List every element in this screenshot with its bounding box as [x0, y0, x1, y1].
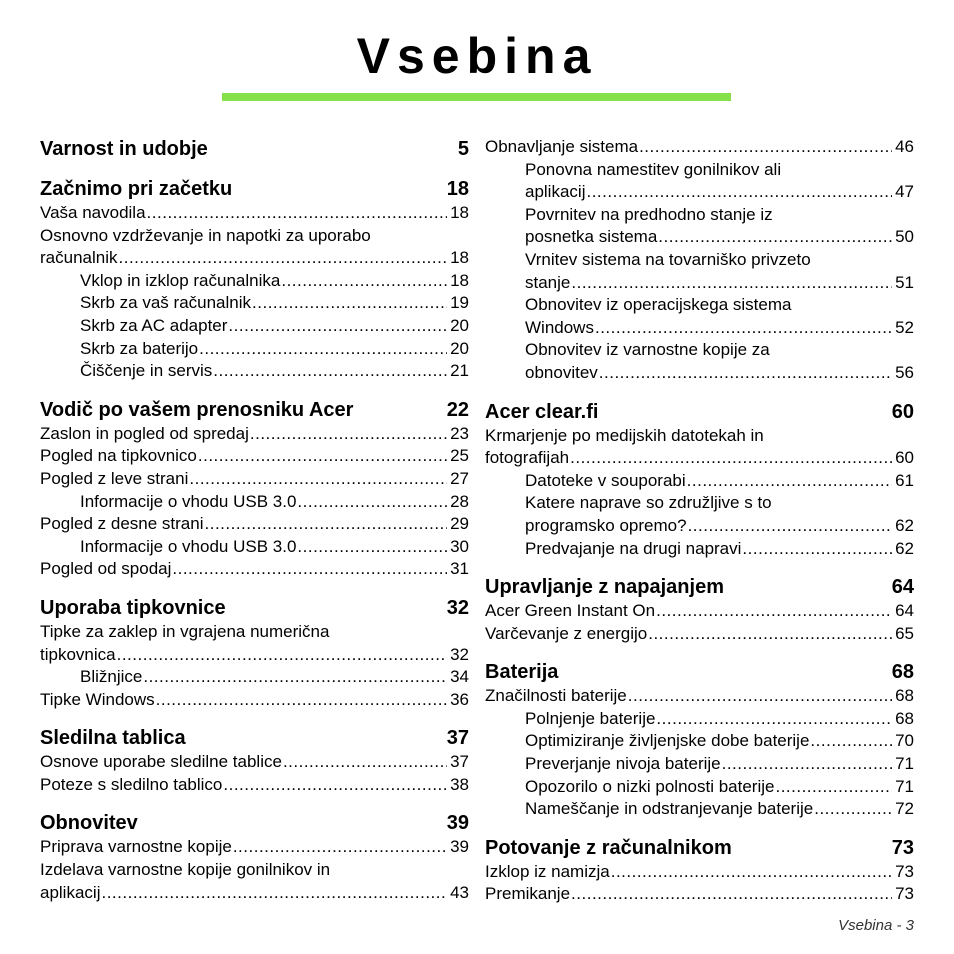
section-gap — [40, 383, 469, 397]
toc-entry[interactable] — [485, 600, 914, 623]
entry-text-line: Katere naprave so združljive s to — [525, 493, 772, 513]
toc-subentry[interactable] — [485, 798, 914, 821]
footer-label: Vsebina - — [838, 917, 902, 934]
entry-text-line: Izklop iz namizja — [485, 861, 610, 881]
footer-page-number: 3 — [905, 917, 914, 934]
entry-text-line: Acer Green Instant On — [485, 601, 656, 621]
entry-page-number: 31 — [450, 559, 469, 579]
section-gap — [485, 385, 914, 399]
toc-subentry[interactable] — [485, 159, 914, 204]
entry-text-line: Opozorilo o nizki polnosti baterije — [525, 776, 775, 796]
section-title: Varnost in udobje — [40, 138, 208, 160]
dot-leader — [198, 445, 447, 468]
entry-page-number: 32 — [450, 644, 469, 664]
toc-section-heading[interactable] — [485, 659, 914, 685]
toc-section-heading[interactable] — [40, 176, 469, 202]
dot-leader — [189, 468, 447, 491]
entry-text-line: Zaslon in pogled od spredaj — [40, 423, 249, 443]
dot-leader — [252, 292, 447, 315]
entry-text-line: Vaša navodila — [40, 203, 146, 222]
dot-leader — [648, 623, 892, 646]
entry-page-number: 52 — [895, 317, 914, 337]
entry-text-line: Windows — [525, 317, 594, 337]
toc-entry[interactable] — [40, 225, 469, 270]
entry-text-line: Obnavljanje sistema — [485, 137, 639, 156]
dot-leader — [223, 774, 447, 797]
toc-entry[interactable] — [40, 836, 469, 859]
dot-leader — [172, 558, 447, 581]
entry-text-line: posnetka sistema — [525, 227, 658, 247]
dot-leader — [722, 753, 892, 776]
toc-right-column — [485, 136, 914, 906]
entry-page-number: 68 — [895, 686, 914, 706]
toc-subentry[interactable] — [40, 491, 469, 514]
toc-subentry[interactable] — [485, 776, 914, 799]
entry-text-line: Pogled od spodaj — [40, 559, 172, 579]
dot-leader — [656, 708, 892, 731]
section-gap — [40, 711, 469, 725]
toc-section-heading[interactable] — [485, 835, 914, 861]
toc-entry[interactable] — [40, 513, 469, 536]
section-page-number: 64 — [891, 576, 914, 599]
entry-page-number: 19 — [450, 293, 469, 313]
toc-subentry[interactable] — [485, 492, 914, 537]
dot-leader — [213, 360, 447, 383]
toc-subentry[interactable] — [40, 360, 469, 383]
dot-leader — [639, 136, 892, 159]
entry-page-number: 27 — [450, 468, 469, 488]
section-gap — [485, 645, 914, 659]
toc-entry[interactable] — [40, 751, 469, 774]
entry-text-line: Izdelava varnostne kopije gonilnikov in — [40, 860, 331, 880]
toc-entry[interactable] — [40, 621, 469, 666]
entry-page-number: 37 — [450, 752, 469, 772]
toc-subentry[interactable] — [40, 338, 469, 361]
dot-leader — [156, 689, 447, 712]
toc-entry[interactable] — [40, 689, 469, 712]
dot-leader — [611, 861, 892, 884]
dot-leader — [656, 600, 892, 623]
toc-subentry[interactable] — [485, 708, 914, 731]
dot-leader — [101, 882, 447, 905]
dot-leader — [571, 883, 892, 906]
dot-leader — [570, 447, 892, 470]
section-title: Baterija — [485, 661, 559, 684]
entry-text-line: Nameščanje in odstranjevanje baterije — [525, 799, 814, 819]
toc-subentry[interactable] — [485, 538, 914, 561]
entry-text-line: Informacije o vhodu USB 3.0 — [80, 491, 297, 511]
section-gap — [40, 162, 469, 176]
toc-section-heading[interactable] — [40, 595, 469, 621]
entry-page-number: 73 — [895, 861, 914, 881]
section-page-number: 73 — [891, 836, 914, 859]
entry-text-line: Obnovitev iz operacijskega sistema — [525, 295, 792, 315]
dot-leader — [595, 317, 892, 340]
entry-page-number: 73 — [895, 884, 914, 904]
entry-page-number: 18 — [450, 270, 469, 290]
dot-leader — [599, 362, 892, 385]
dot-leader — [117, 644, 447, 667]
toc-section-heading[interactable] — [485, 574, 914, 600]
entry-page-number: 34 — [450, 667, 469, 687]
entry-text-line: Vrnitev sistema na tovarniško privzeto — [525, 249, 811, 269]
entry-text-line: Skrb za baterijo — [80, 338, 199, 358]
entry-page-number: 39 — [450, 837, 469, 857]
entry-page-number: 50 — [895, 227, 914, 247]
entry-page-number: 38 — [450, 774, 469, 794]
entry-page-number: 20 — [450, 338, 469, 358]
entry-text-line: Obnovitev iz varnostne kopije za — [525, 340, 770, 360]
section-page-number: 32 — [446, 596, 469, 619]
entry-page-number: 18 — [450, 248, 469, 268]
toc-subentry[interactable] — [40, 666, 469, 689]
toc-subentry[interactable] — [40, 292, 469, 315]
entry-text-line: programsko opremo? — [525, 515, 687, 535]
dot-leader — [147, 202, 448, 225]
entry-text-line: aplikacij — [40, 882, 101, 902]
dot-leader — [814, 798, 892, 821]
toc-entry[interactable] — [40, 423, 469, 446]
dot-leader — [297, 536, 447, 559]
entry-page-number: 28 — [450, 491, 469, 511]
toc-subentry[interactable] — [485, 339, 914, 384]
page-title: Vsebina — [356, 28, 598, 84]
section-gap — [40, 581, 469, 595]
entry-page-number: 30 — [450, 536, 469, 556]
entry-text-line: Krmarjenje po medijskih datotekah in — [485, 425, 764, 445]
toc-entry[interactable] — [40, 202, 469, 225]
toc-section-heading[interactable] — [40, 397, 469, 423]
entry-text-line: Čiščenje in servis — [80, 361, 213, 381]
toc-entry[interactable] — [485, 623, 914, 646]
toc-subentry[interactable] — [40, 536, 469, 559]
entry-text-line: Informacije o vhodu USB 3.0 — [80, 536, 297, 556]
dot-leader — [297, 491, 447, 514]
entry-text-line: Skrb za vaš računalnik — [80, 293, 252, 313]
dot-leader — [810, 730, 892, 753]
entry-text-line: Bližnjice — [80, 667, 143, 687]
section-page-number: 5 — [457, 138, 469, 160]
section-title: Vodič po vašem prenosniku Acer — [40, 398, 354, 421]
entry-text-line: obnovitev — [525, 362, 598, 382]
section-gap — [485, 560, 914, 574]
section-title: Uporaba tipkovnice — [40, 596, 226, 619]
entry-page-number: 71 — [895, 754, 914, 774]
section-title: Acer clear.fi — [485, 400, 599, 423]
entry-text-line: Osnove uporabe sledilne tablice — [40, 752, 282, 772]
toc-subentry[interactable] — [40, 270, 469, 293]
entry-text-line: Datoteke v souporabi — [525, 470, 686, 490]
dot-leader — [586, 181, 892, 204]
section-title: Obnovitev — [40, 812, 138, 835]
entry-page-number: 20 — [450, 315, 469, 335]
entry-page-number: 46 — [895, 137, 914, 156]
entry-text-line: Skrb za AC adapter — [80, 315, 228, 335]
entry-text-line: Pogled z desne strani — [40, 514, 204, 534]
entry-page-number: 60 — [895, 448, 914, 468]
dot-leader — [628, 685, 892, 708]
entry-text-line: Optimiziranje življenjske dobe baterije — [525, 731, 810, 751]
entry-page-number: 64 — [895, 601, 914, 621]
entry-page-number: 72 — [895, 799, 914, 819]
dot-leader — [228, 315, 447, 338]
toc-left-column — [40, 136, 469, 904]
section-gap — [40, 796, 469, 810]
toc-subentry[interactable] — [485, 753, 914, 776]
entry-text-line: Pogled z leve strani — [40, 468, 189, 488]
entry-text-line: aplikacij — [525, 182, 586, 202]
section-gap — [485, 821, 914, 835]
entry-page-number: 70 — [895, 731, 914, 751]
toc-entry[interactable] — [40, 859, 469, 904]
entry-page-number: 43 — [450, 882, 469, 902]
toc-entry[interactable] — [485, 136, 914, 159]
toc-entry[interactable] — [40, 774, 469, 797]
toc-entry[interactable] — [40, 468, 469, 491]
dot-leader — [742, 538, 892, 561]
dot-leader — [119, 247, 448, 270]
entry-text-line: Priprava varnostne kopije — [40, 837, 232, 857]
toc-subentry[interactable] — [485, 470, 914, 493]
entry-page-number: 23 — [450, 423, 469, 443]
dot-leader — [205, 513, 448, 536]
toc-section-heading[interactable] — [485, 399, 914, 425]
entry-page-number: 51 — [895, 272, 914, 292]
toc-entry[interactable] — [485, 861, 914, 884]
entry-text-line: stanje — [525, 272, 571, 292]
entry-page-number: 21 — [450, 361, 469, 381]
entry-text-line: Vklop in izklop računalnika — [80, 270, 281, 290]
title-underline — [222, 93, 731, 101]
dot-leader — [250, 423, 447, 446]
entry-text-line: Tipke Windows — [40, 689, 155, 709]
page-footer — [838, 917, 914, 934]
entry-page-number: 62 — [895, 538, 914, 558]
toc-subentry[interactable] — [485, 204, 914, 249]
entry-text-line: Značilnosti baterije — [485, 686, 627, 706]
toc-entry[interactable] — [485, 883, 914, 906]
entry-text-line: Tipke za zaklep in vgrajena numerična — [40, 621, 330, 641]
entry-page-number: 71 — [895, 776, 914, 796]
entry-page-number: 47 — [895, 182, 914, 202]
toc-subentry[interactable] — [40, 315, 469, 338]
dot-leader — [687, 470, 892, 493]
dot-leader — [658, 226, 892, 249]
toc-section-heading[interactable] — [40, 725, 469, 751]
section-title: Začnimo pri začetku — [40, 178, 233, 200]
dot-leader — [199, 338, 447, 361]
dot-leader — [571, 272, 892, 295]
section-page-number: 22 — [446, 398, 469, 421]
entry-page-number: 29 — [450, 514, 469, 534]
dot-leader — [688, 515, 893, 538]
entry-text-line: Ponovna namestitev gonilnikov ali — [525, 159, 782, 179]
toc-subentry[interactable] — [485, 249, 914, 294]
entry-page-number: 65 — [895, 623, 914, 643]
entry-text-line: tipkovnica — [40, 644, 116, 664]
entry-text-line: Poteze s sledilno tablico — [40, 774, 223, 794]
entry-text-line: Varčevanje z energijo — [485, 623, 648, 643]
entry-text-line: Predvajanje na drugi napravi — [525, 538, 742, 558]
entry-page-number: 36 — [450, 689, 469, 709]
entry-page-number: 68 — [895, 708, 914, 728]
dot-leader — [233, 836, 447, 859]
entry-page-number: 18 — [450, 203, 469, 222]
entry-text-line: Polnjenje baterije — [525, 708, 656, 728]
entry-text-line: Preverjanje nivoja baterije — [525, 754, 721, 774]
dot-leader — [775, 776, 892, 799]
section-title: Sledilna tablica — [40, 727, 186, 750]
entry-page-number: 56 — [895, 362, 914, 382]
toc-section-heading[interactable] — [40, 810, 469, 836]
entry-text-line: Povrnitev na predhodno stanje iz — [525, 204, 773, 224]
toc-entry[interactable] — [40, 445, 469, 468]
toc-entry[interactable] — [485, 425, 914, 470]
toc-subentry[interactable] — [485, 294, 914, 339]
toc-entry[interactable] — [485, 685, 914, 708]
toc-section-heading[interactable] — [40, 136, 469, 162]
section-page-number: 60 — [891, 400, 914, 423]
entry-page-number: 25 — [450, 446, 469, 466]
section-page-number: 68 — [891, 661, 914, 684]
dot-leader — [283, 751, 447, 774]
entry-text-line: računalnik — [40, 248, 118, 268]
section-page-number: 39 — [446, 812, 469, 835]
toc-entry[interactable] — [40, 558, 469, 581]
section-page-number: 37 — [446, 727, 469, 750]
section-title: Upravljanje z napajanjem — [485, 576, 724, 599]
entry-page-number: 62 — [895, 515, 914, 535]
dot-leader — [281, 270, 447, 293]
entry-text-line: fotografijah — [485, 448, 570, 468]
entry-text-line: Pogled na tipkovnico — [40, 446, 197, 466]
section-title: Potovanje z računalnikom — [485, 836, 732, 859]
entry-page-number: 61 — [895, 470, 914, 490]
toc-subentry[interactable] — [485, 730, 914, 753]
entry-text-line: Osnovno vzdrževanje in napotki za uporabo — [40, 225, 371, 245]
dot-leader — [143, 666, 447, 689]
entry-text-line: Premikanje — [485, 884, 571, 904]
section-page-number: 18 — [446, 178, 469, 200]
